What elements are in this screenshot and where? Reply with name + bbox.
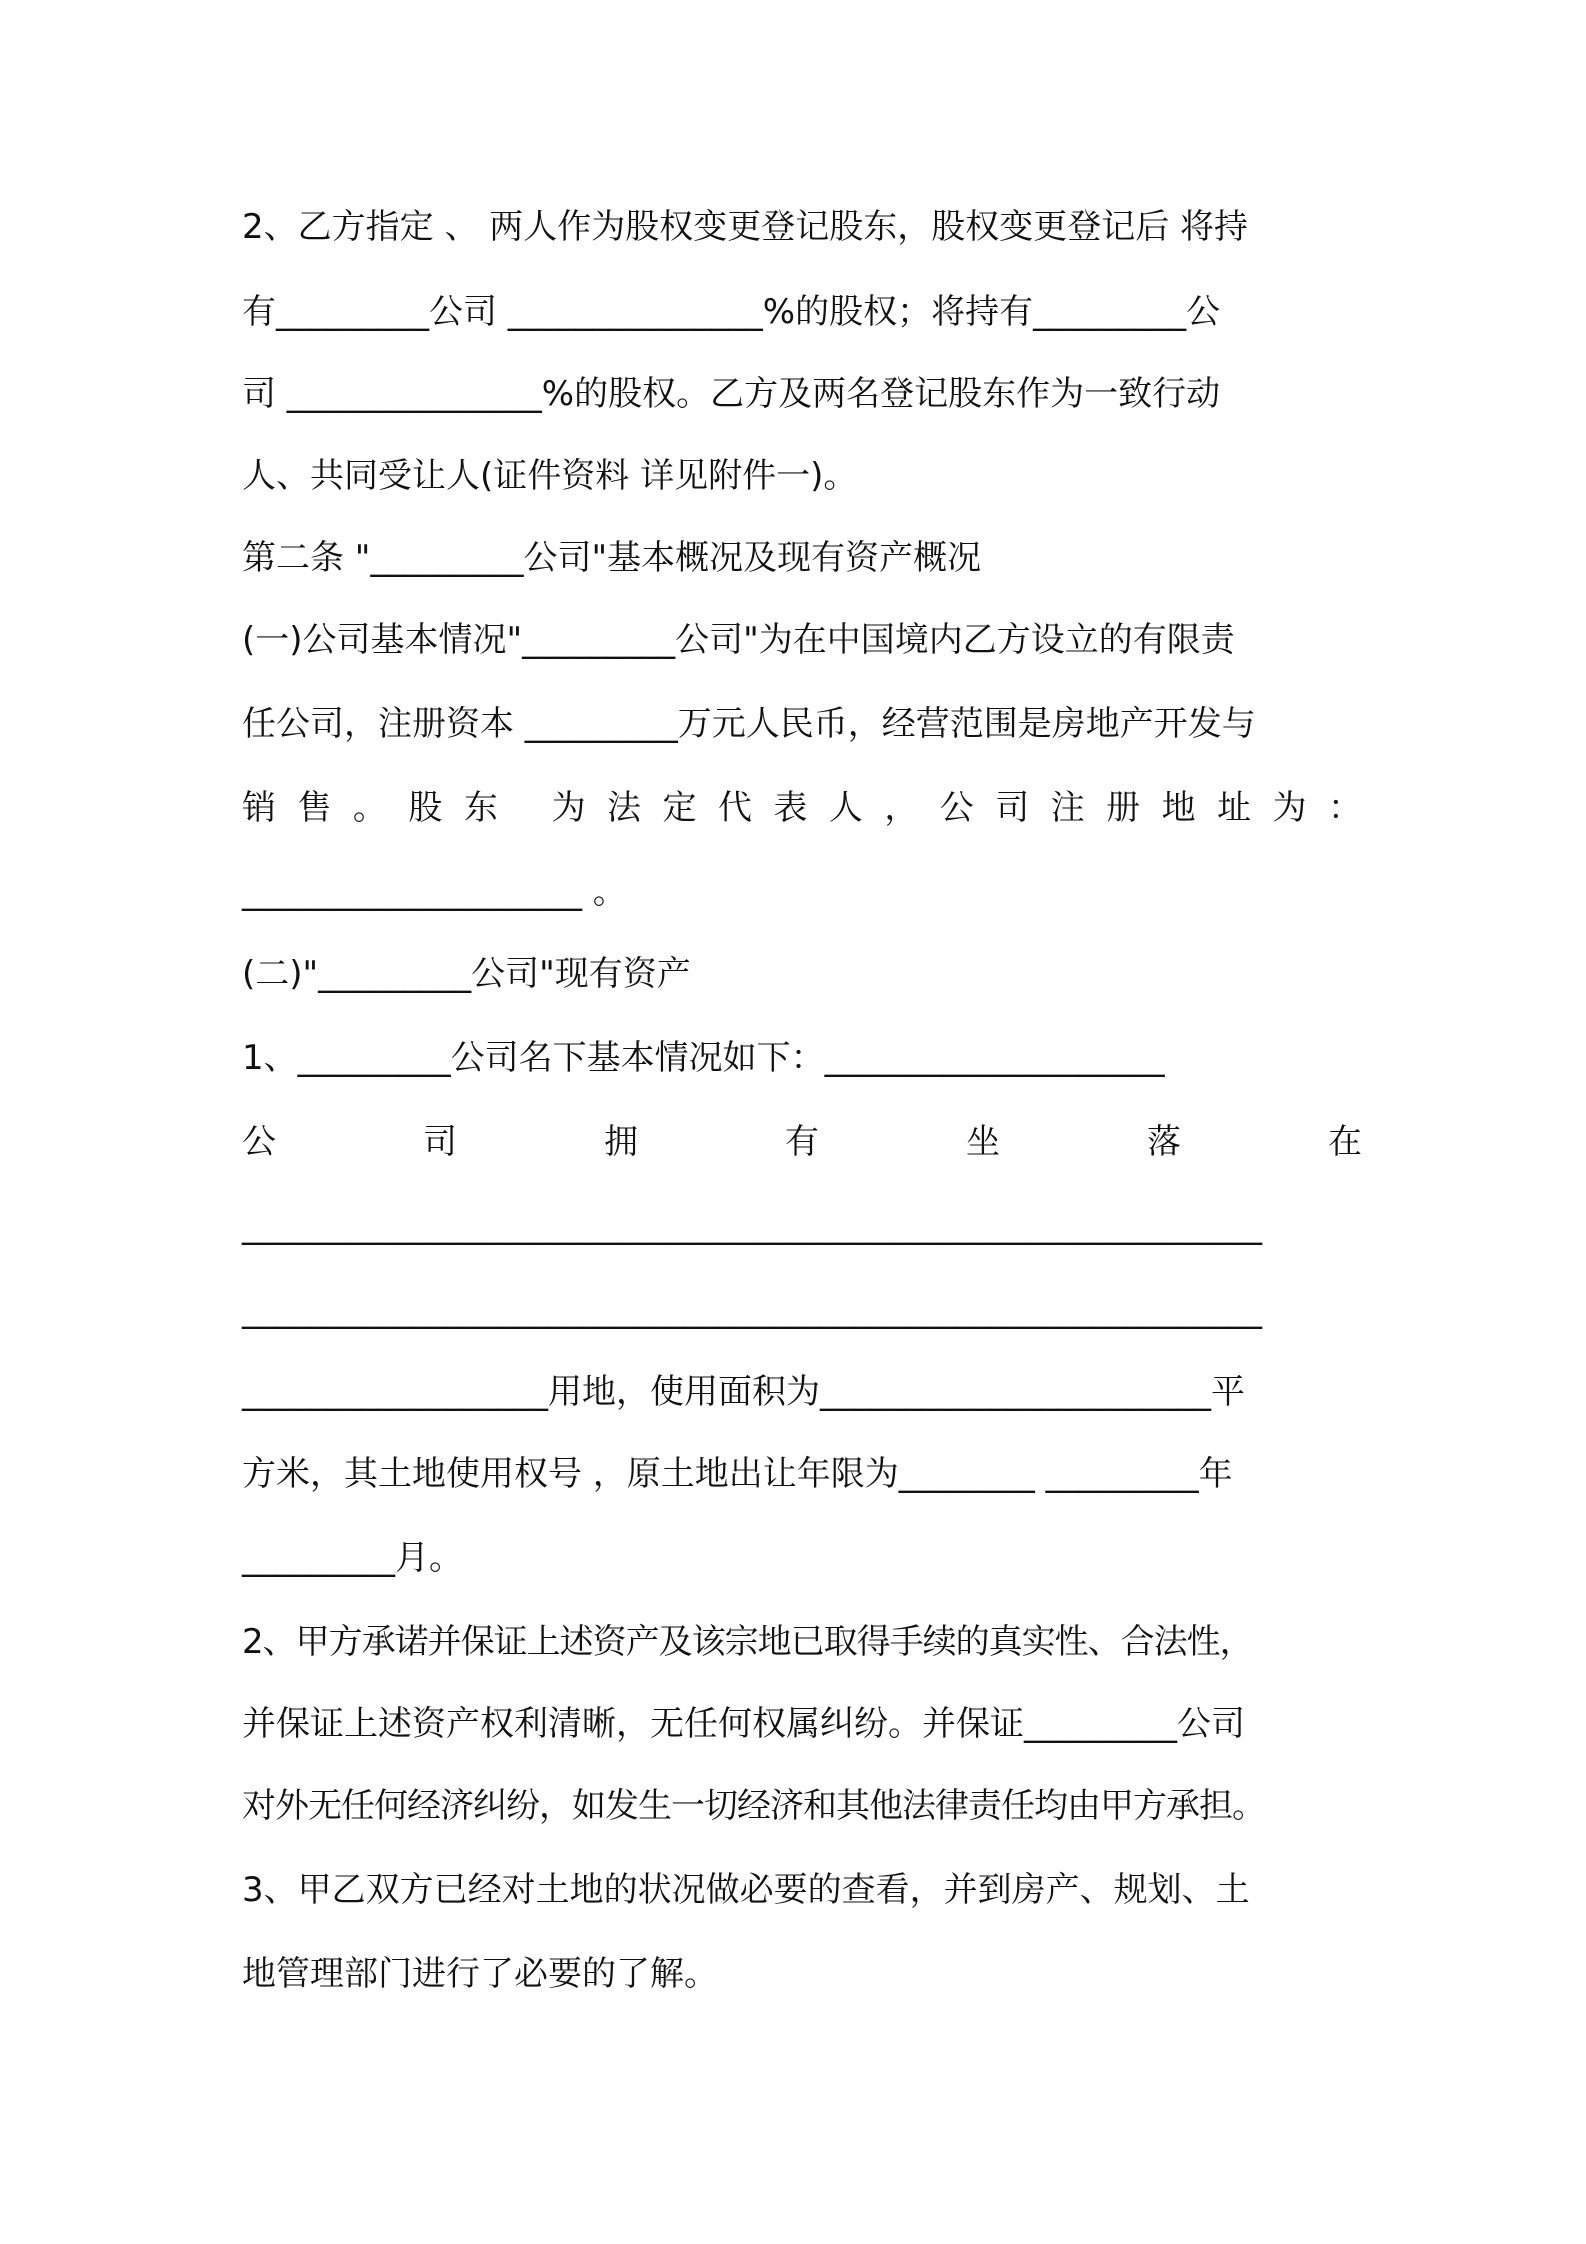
item-1-line-1: 1、_________公司名下基本情况如下：____________________: [242, 1038, 1165, 1078]
item-3-line-1: 3、甲乙双方已经对土地的状况做必要的查看，并到房产、规划、土: [242, 1870, 1250, 1910]
section-1-line-1: (一)公司基本情况"_________公司"为在中国境内乙方设立的有限责: [242, 620, 1235, 660]
item-2-line-2: 并保证上述资产权利清晰，无任何权属纠纷。并保证_________公司: [242, 1704, 1245, 1744]
section-2-heading: (二)"_________公司"现有资产: [242, 954, 691, 994]
section-1-line-4: ____________________ 。: [242, 872, 627, 912]
article-2-heading: 第二条 "_________公司"基本概况及现有资产概况: [242, 538, 982, 578]
item-2-line-1: 2、甲方承诺并保证上述资产及该宗地已取得手续的真实性、合法性，: [242, 1622, 1253, 1662]
clause-2-line-2: 有_________公司 _______________%的股权；将持有_________公: [242, 292, 1221, 332]
item-1-blank-line-2: ____________________________________________________________: [242, 1290, 1262, 1330]
clause-2-line-4: 人、共同受让人(证件资料 详见附件一)。: [242, 456, 858, 496]
item-1-line-6: 方米，其土地使用权号 ，原土地出让年限为________ _________年: [242, 1454, 1233, 1494]
section-1-line-2: 任公司，注册资本 _________万元人民币，经营范围是房地产开发与: [242, 704, 1256, 744]
item-3-line-2: 地管理部门进行了必要的了解。: [242, 1954, 718, 1994]
section-1-line-3: 销售。股东 为法定代表人，公司注册地址为：: [242, 788, 1362, 828]
item-1-line-7: _________月。: [242, 1538, 463, 1578]
item-1-blank-line-1: ____________________________________________________________: [242, 1206, 1262, 1246]
item-1-line-5: __________________用地，使用面积为_______________________平: [242, 1372, 1245, 1412]
clause-2-line-3: 司 _______________%的股权。乙方及两名登记股东作为一致行动: [242, 374, 1221, 414]
item-1-line-2: 公 司 拥 有 坐 落 在: [242, 1122, 1362, 1162]
clause-2-line-1: 2、乙方指定 、 两人作为股权变更登记股东，股权变更登记后 将持: [242, 207, 1249, 247]
item-2-line-3: 对外无任何经济纠纷，如发生一切经济和其他法律责任均由甲方承担。: [242, 1786, 1265, 1826]
